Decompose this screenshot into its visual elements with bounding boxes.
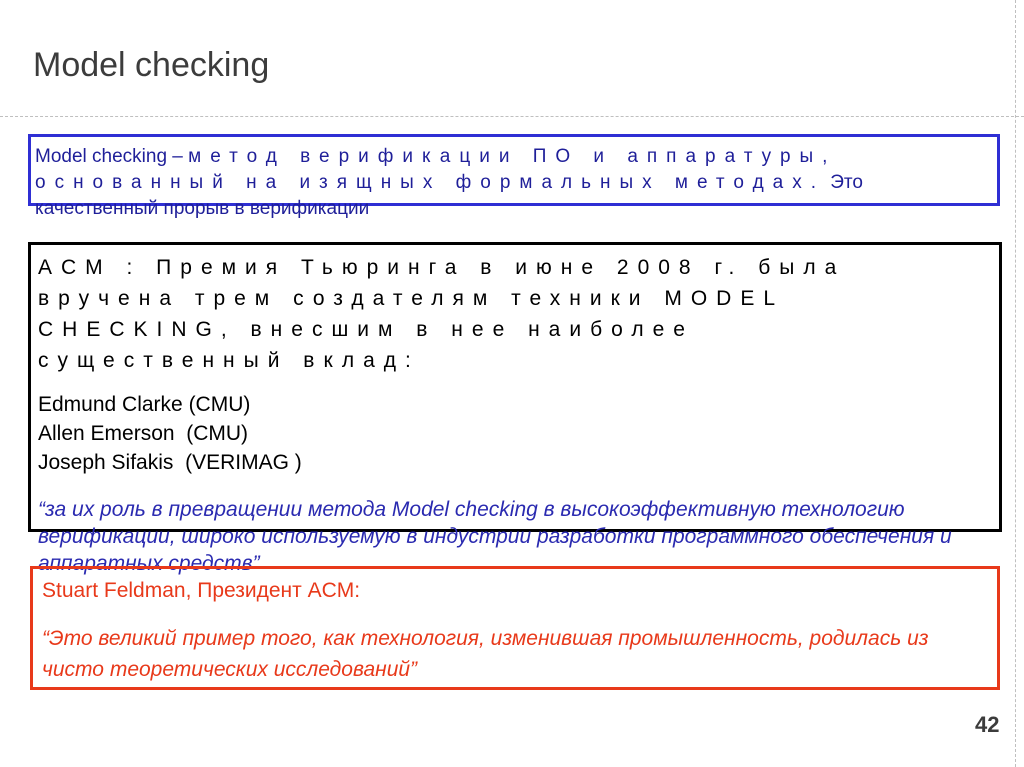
winner-name: Edmund Clarke (CMU) <box>38 393 251 416</box>
feldman-author: Stuart Feldman, Президент ACM: <box>42 579 361 602</box>
winner-name: Allen Emerson (CMU) <box>38 422 249 445</box>
slide-title: Model checking <box>33 46 270 84</box>
winners-list <box>38 390 302 477</box>
feldman-quote: “Это великий пример того, как технология, изменившая промышленность, родилась из чисто теоретических исследований” <box>42 627 929 681</box>
winner-name: Joseph Sifakis (VERIMAG ) <box>38 451 302 474</box>
header-divider <box>0 116 1024 117</box>
definition-tail: Это качественный прорыв в верификации <box>35 172 863 219</box>
right-divider <box>1015 0 1016 767</box>
definition-spaced: метод верификации ПО и аппаратуры, основанный на изящных формальных методах. <box>35 146 837 193</box>
definition-term: Model checking – <box>35 146 189 167</box>
definition-text <box>35 144 965 222</box>
page-number: 42 <box>975 712 1000 737</box>
award-quote: “за их роль в превращении метода Model checking в высокоэффективную технологию верификации, широко используемую в индустрии разработки программного обеспечения и аппаратных средств” <box>38 498 952 575</box>
award-text: ACM : Премия Тьюринга в июне 2008 г. была вручена трем создателям техники MODEL CHECKING, внесшим в нее наиболее существенный вклад: <box>38 256 846 372</box>
